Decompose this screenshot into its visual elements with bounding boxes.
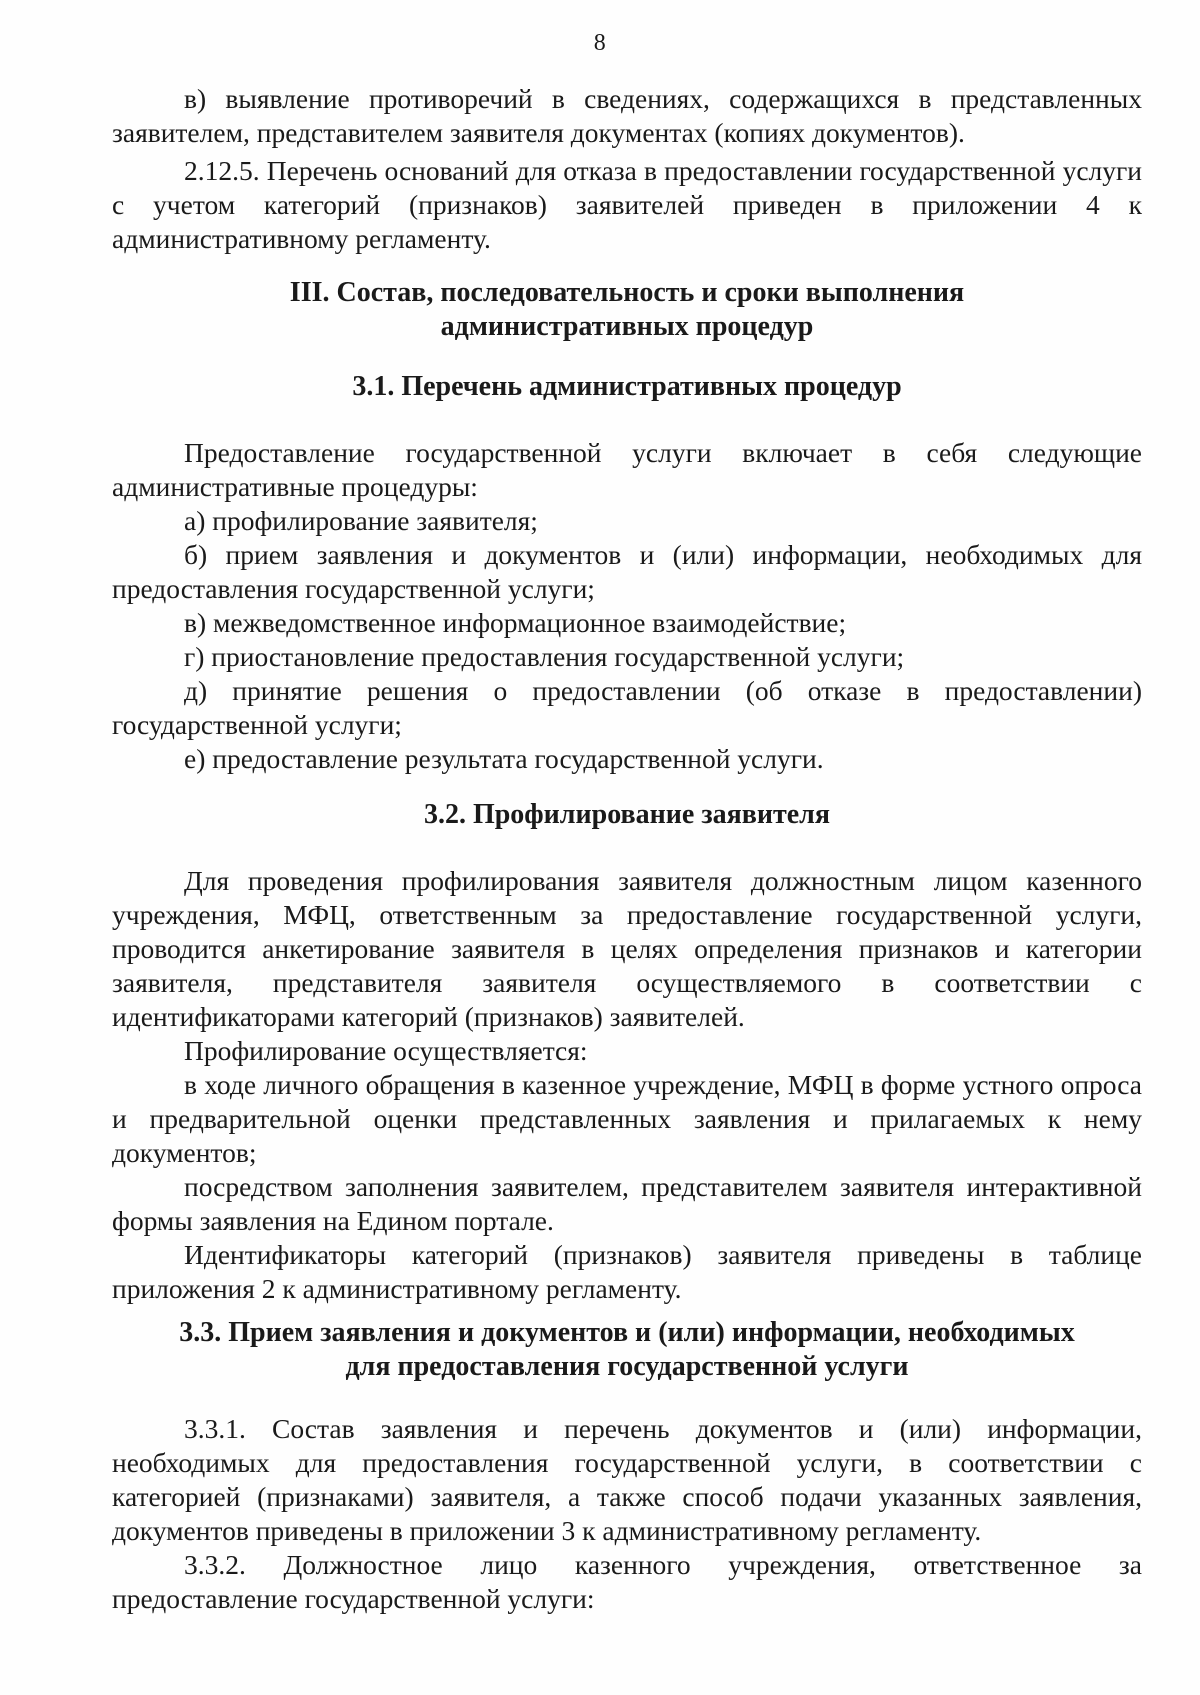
intro-block <box>112 82 1142 256</box>
subsection-3-3-heading <box>112 1316 1142 1384</box>
subsection-3-1-lead: Предоставление государственной услуги включает в себя следующие административные процедуры: <box>112 437 1142 502</box>
procedure-item: е) предоставление результата государственной услуги. <box>184 743 824 774</box>
subsection-3-3-title-line1: 3.3. Прием заявления и документов и (или) информации, необходимых <box>179 1317 1075 1348</box>
paragraph-3-3-2: 3.3.2. Должностное лицо казенного учреждения, ответственное за предоставление государственной услуги: <box>112 1549 1142 1614</box>
page-number: 8 <box>593 30 607 56</box>
procedure-item: б) прием заявления и документов и (или) информации, необходимых для предоставления государственной услуги; <box>112 539 1142 604</box>
subsection-3-2-body <box>112 864 1142 1306</box>
subsection-3-3-title-line2: для предоставления государственной услуги <box>345 1351 909 1382</box>
subsection-3-1-title: 3.1. Перечень административных процедур <box>352 371 902 402</box>
section-3-heading <box>112 276 1142 344</box>
profiling-paragraph: посредством заполнения заявителем, представителем заявителя интерактивной формы заявления на Едином портале. <box>112 1171 1142 1236</box>
item-v-paragraph: в) выявление противоречий в сведениях, содержащихся в представленных заявителем, представителем заявителя документах (копиях документов). <box>112 83 1142 148</box>
subsection-3-2-title: 3.2. Профилирование заявителя <box>423 799 831 830</box>
procedure-item: г) приостановление предоставления государственной услуги; <box>184 641 905 672</box>
subsection-3-1-body <box>112 436 1142 776</box>
subsection-3-1-heading <box>112 370 1142 404</box>
profiling-paragraph: в ходе личного обращения в казенное учреждение, МФЦ в форме устного опроса и предварительной оценки представленных заявления и прилагаемых к нему документов; <box>112 1069 1142 1168</box>
section-3-title-line2: административных процедур <box>440 311 814 342</box>
profiling-paragraph: Для проведения профилирования заявителя должностным лицом казенного учреждения, МФЦ, ответственным за предоставление государственной услуги, проводится анкетирование заявителя в целях определения признаков и категории заявителя, представителя заявителя осуществляемого в соответствии с идентификаторами категорий (признаков) заявителей. <box>112 865 1142 1032</box>
paragraph-3-3-1: 3.3.1. Состав заявления и перечень документов и (или) информации, необходимых для предоставления государственной услуги, в соответствии с категорией (признаками) заявителя, а также способ подачи указанных заявления, документов приведены в приложении 3 к административному регламенту. <box>112 1413 1142 1546</box>
paragraph-2-12-5: 2.12.5. Перечень оснований для отказа в предоставлении государственной услуги с учетом категорий (признаков) заявителей приведен в приложении 4 к административному регламенту. <box>112 155 1142 254</box>
subsection-3-3-body <box>112 1412 1142 1616</box>
subsection-3-2-heading <box>112 798 1142 832</box>
procedure-item: в) межведомственное информационное взаимодействие; <box>184 607 847 638</box>
profiling-paragraph: Профилирование осуществляется: <box>184 1035 588 1066</box>
profiling-paragraph: Идентификаторы категорий (признаков) заявителя приведены в таблице приложения 2 к административному регламенту. <box>112 1239 1142 1304</box>
procedure-item: а) профилирование заявителя; <box>184 505 538 536</box>
section-3-title-line1: III. Состав, последовательность и сроки выполнения <box>289 277 965 308</box>
procedure-item: д) принятие решения о предоставлении (об отказе в предоставлении) государственной услуги; <box>112 675 1142 740</box>
